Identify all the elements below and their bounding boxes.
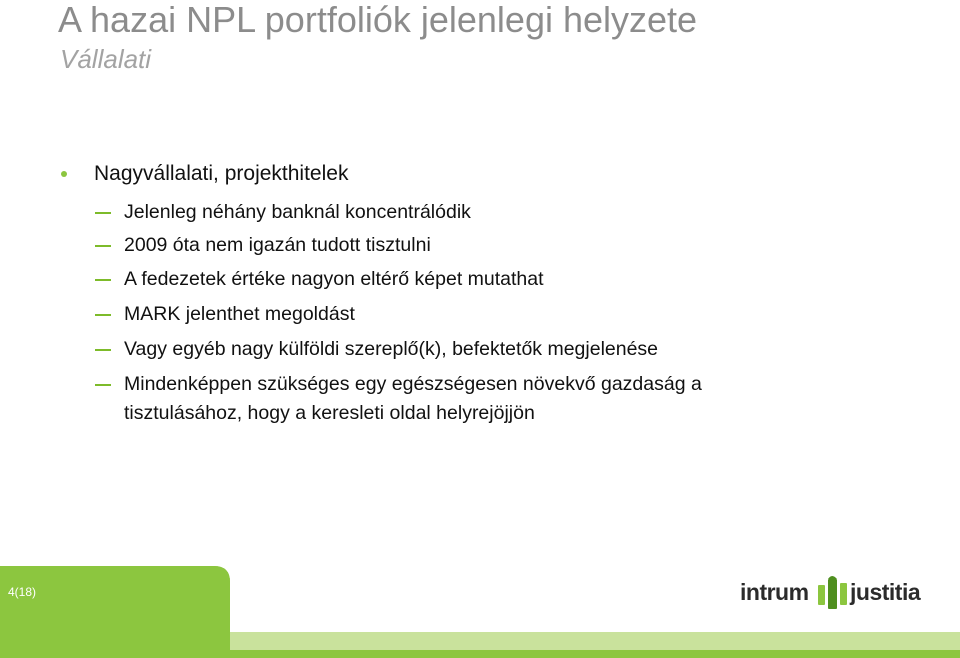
sub-item-text: A fedezetek értéke nagyon eltérő képet mutathat xyxy=(124,268,544,290)
slide-subtitle: Vállalati xyxy=(60,44,152,74)
bullet-text: Nagyvállalati, projekthitelek xyxy=(94,162,349,185)
sub-item-text: Vagy egyéb nagy külföldi szereplő(k), befektetők megjelenése xyxy=(124,338,659,360)
page-number: 4(18) xyxy=(8,585,37,599)
logo-text-right: justitia xyxy=(850,579,921,605)
sub-item-text: Jelenleg néhány banknál koncentrálódik xyxy=(124,201,471,223)
dash-icon xyxy=(95,279,111,281)
sub-item xyxy=(124,299,355,329)
sub-item xyxy=(124,197,471,227)
sub-item xyxy=(124,230,431,260)
bullet-dot-icon xyxy=(61,171,67,177)
company-logo xyxy=(738,573,930,617)
dash-icon xyxy=(95,245,111,247)
logo-mark-icon xyxy=(814,573,852,613)
sub-item-text: 2009 óta nem igazán tudott tisztulni xyxy=(124,234,431,256)
sub-item-text: MARK jelenthet megoldást xyxy=(124,303,355,325)
footer-green-tab-top xyxy=(0,566,230,658)
logo-text-left: intrum xyxy=(740,579,809,605)
slide-title: A hazai NPL portfoliók jelenlegi helyzete xyxy=(58,0,698,40)
sub-item xyxy=(124,264,544,294)
sub-item xyxy=(124,334,658,364)
sub-item-text: tisztulásához, hogy a keresleti oldal helyrejöjjön xyxy=(124,402,535,424)
bullet-item xyxy=(94,160,348,188)
dash-icon xyxy=(95,349,111,351)
sub-item-text: Mindenképpen szükséges egy egészségesen növekvő gazdaság a xyxy=(124,373,702,395)
sub-item xyxy=(124,369,702,399)
sub-item-continuation xyxy=(124,398,535,428)
dash-icon xyxy=(95,314,111,316)
dash-icon xyxy=(95,212,111,214)
dash-icon xyxy=(95,384,111,386)
